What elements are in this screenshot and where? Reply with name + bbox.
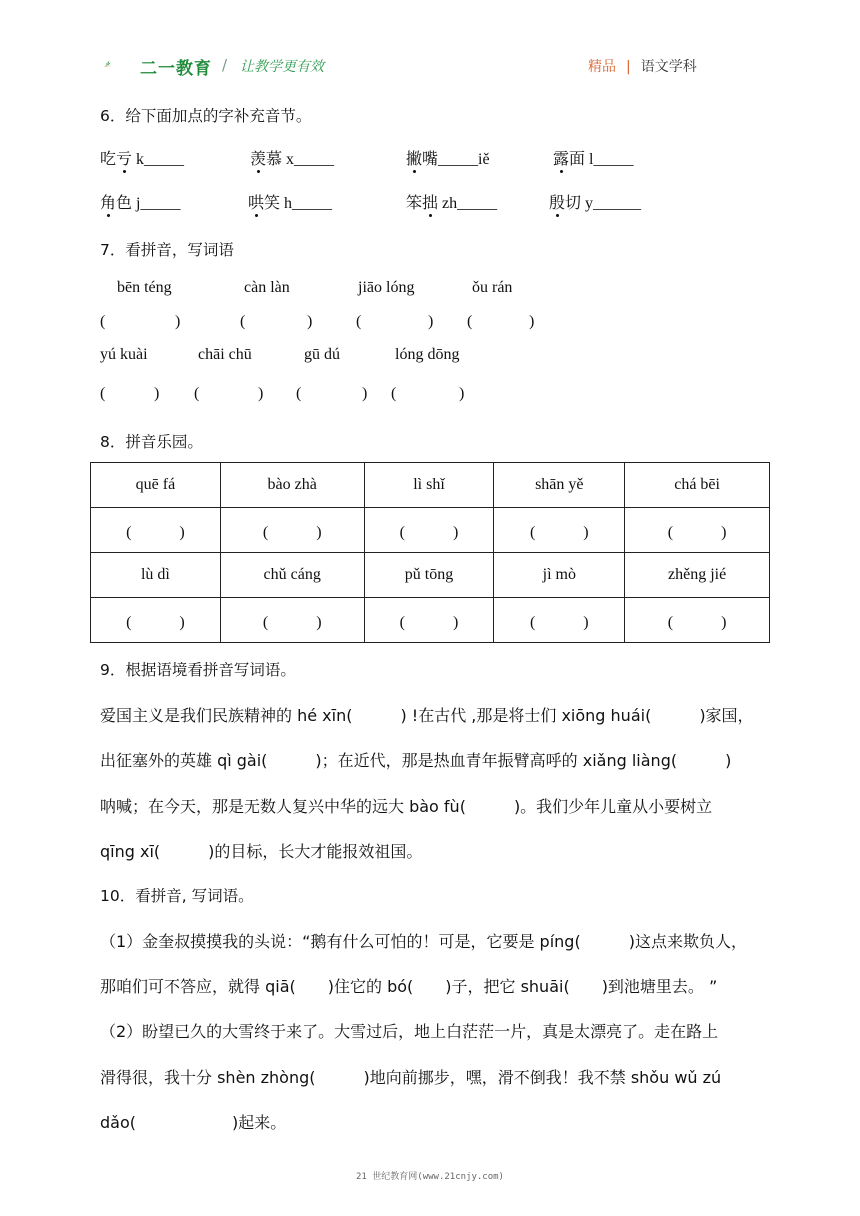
q7-pinyin: bēn téng [117,279,172,296]
pinyin-cell: shān yě [494,463,625,508]
answer-cell: ( ) [364,598,494,643]
q7-blank-open: ( [100,385,106,402]
q6-item: 哄笑 h_____ [248,193,333,212]
q6-item: 殷切 y______ [549,193,642,212]
pinyin-cell: bào zhà [220,463,364,508]
q7-pinyin: ǒu rán [472,279,513,296]
q10-line: 那咱们可不答应，就得 qiā( )住它的 bó( )子，把它 shuāi( )到池塘里去。 ” [100,977,718,996]
pinyin-cell: quē fá [91,463,221,508]
q6-item: 羡慕 x_____ [250,149,335,168]
answer-cell: ( ) [220,598,364,643]
header-subject [588,56,697,76]
answer-cell: ( ) [91,598,221,643]
pinyin-cell: zhěng jié [625,553,770,598]
pinyin-cell: lì shǐ [364,463,494,508]
q7-blank-close: ) [428,313,434,330]
logo-name: 二一教育 [140,59,212,79]
q7-blank-close: ) [154,385,160,402]
q9-title: 9．根据语境看拼音写词语。 [100,661,296,679]
answer-cell: ( ) [494,508,625,553]
q7-pinyin: jiāo lóng [358,279,415,296]
pinyin-cell: chǔ cáng [220,553,364,598]
q7-pinyin: càn làn [244,279,290,296]
q7-blank-close: ) [258,385,264,402]
q7-pinyin: yú kuài [100,346,148,363]
q10-line: （1）金奎叔摸摸我的头说：“鹅有什么可怕的！可是，它要是 píng( )这点来欺负人， [100,932,747,951]
q10-line: （2）盼望已久的大雪终于来了。大雪过后，地上白茫茫一片，真是太漂亮了。走在路上 [100,1022,719,1041]
table-row [91,508,770,553]
header-subject-name: 语文学科 [640,59,697,75]
q7-blank-open: ( [467,313,473,330]
pinyin-cell: chá bēi [625,463,770,508]
q7-title: 7．看拼音，写词语 [100,241,234,259]
q7-blank-open: ( [194,385,200,402]
table-row [91,553,770,598]
header-slogan: 让教学更有效 [240,59,324,75]
q6-item: 角色 j_____ [100,193,181,212]
q7-blank-open: ( [296,385,302,402]
q6-item: 吃亏 k_____ [100,149,185,168]
q8-table [90,462,770,643]
q10-line: dǎo( )起来。 [100,1113,287,1132]
q7-pinyin: gū dú [304,346,340,363]
q9-line: 爱国主义是我们民族精神的 hé xīn( ) !在古代 ,那是将士们 xiōng huái( )家国， [100,706,754,725]
answer-cell: ( ) [625,508,770,553]
answer-cell: ( ) [220,508,364,553]
q6-item: 笨拙 zh_____ [406,193,498,212]
header-divider: | [626,59,631,75]
q6-title: 6．给下面加点的字补充音节。 [100,107,312,125]
q6-item: 撇嘴_____iě [406,149,490,168]
q7-blank-open: ( [356,313,362,330]
q6-item: 露面 l_____ [553,149,634,168]
q8-title: 8．拼音乐园。 [100,433,203,451]
table-row [91,463,770,508]
logo-runner-icon [104,46,144,82]
q7-pinyin: lóng dōng [395,346,460,363]
q10-line: 滑得很，我十分 shèn zhòng( )地向前挪步，嘿，滑不倒我！我不禁 shǒu wǔ zú [100,1068,722,1087]
q10-title: 10．看拼音, 写词语。 [100,887,254,905]
answer-cell: ( ) [494,598,625,643]
table-row [91,598,770,643]
q7-blank-close: ) [307,313,313,330]
page-footer: 21 世纪教育网(www.21cnjy.com) [356,1172,504,1182]
q7-blank-open: ( [100,313,106,330]
pinyin-cell: lù dì [91,553,221,598]
pinyin-cell: pǔ tōng [364,553,494,598]
q9-line: qīng xī( )的目标，长大才能报效祖国。 [100,842,423,861]
q9-line: 出征塞外的英雄 qì gài( )；在近代，那是热血青年振臂高呼的 xiǎng liàng( ) [100,751,732,770]
q7-blank-close: ) [529,313,535,330]
q7-blank-close: ) [459,385,465,402]
q7-pinyin: chāi chū [198,346,252,363]
q7-blank-close: ) [362,385,368,402]
answer-cell: ( ) [364,508,494,553]
q7-blank-close: ) [175,313,181,330]
q7-blank-open: ( [391,385,397,402]
answer-cell: ( ) [91,508,221,553]
q9-line: 呐喊；在今天，那是无数人复兴中华的远大 bào fù( )。我们少年儿童从小要树立 [100,797,713,816]
header-quality: 精品 [588,59,616,75]
header-slash: / [222,56,228,74]
answer-cell: ( ) [625,598,770,643]
pinyin-cell: jì mò [494,553,625,598]
q7-blank-open: ( [240,313,246,330]
